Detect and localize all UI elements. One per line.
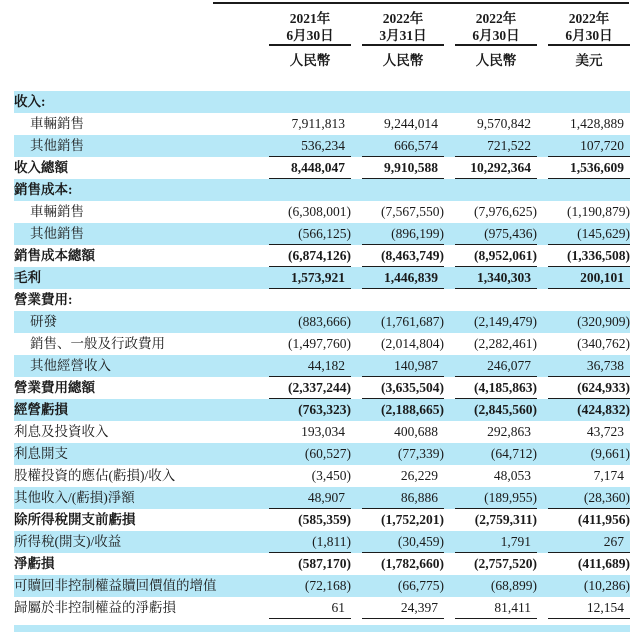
cell-value: (763,323) [298,402,351,417]
value-cell [258,179,351,201]
row-label: 車輛銷售 [30,116,84,131]
column-date: 6月30日 [269,27,351,46]
cell-value: (340,762) [577,336,630,351]
value-cell [351,399,444,421]
cell-value: (566,125) [298,225,351,241]
value-cell [351,553,444,575]
cell-value: (1,190,879) [567,204,630,219]
column-year: 2022年 [568,11,610,26]
cell-value: (1,782,660) [381,556,444,571]
cell-value: 193,034 [301,424,345,439]
value-cell [444,465,537,487]
value-cell [258,113,351,135]
value-cell [351,355,444,377]
cell-value: 107,720 [580,137,624,153]
value-cell [258,135,351,157]
cell-value: (77,339) [397,446,444,461]
value-cell [444,311,537,333]
table-row [14,179,630,201]
cell-value: (3,635,504) [381,379,444,395]
value-cell [444,487,537,509]
cell-value: 86,886 [400,489,438,505]
row-label: 歸屬於非控制權益的淨虧損 [14,600,176,615]
cell-value: (424,832) [577,402,630,417]
cell-value: (2,188,665) [381,402,444,417]
value-cell [444,443,537,465]
table-row [14,267,630,289]
value-cell [351,245,444,267]
table-row [14,421,630,443]
cell-value: 44,182 [307,357,345,373]
value-cell [258,597,351,619]
row-label: 毛利 [14,270,41,285]
cell-value: 43,723 [586,424,624,439]
cell-value: (1,497,760) [288,336,351,351]
value-cell [537,355,630,377]
cell-value: (66,775) [397,578,444,593]
cell-value: (2,014,804) [381,336,444,351]
value-cell [537,443,630,465]
cell-value: (10,286) [583,578,630,593]
cell-value: (1,811) [312,533,351,549]
value-cell [258,333,351,355]
value-cell [444,113,537,135]
column-year: 2022年 [382,11,424,26]
value-cell [351,597,444,619]
value-cell [258,421,351,443]
value-cell [444,289,537,311]
value-cell [444,575,537,597]
cell-value: (975,436) [484,225,537,241]
value-cell [258,355,351,377]
value-cell [258,157,351,179]
value-cell [351,575,444,597]
cell-value: (6,308,001) [288,204,351,219]
value-cell [537,509,630,531]
row-label: 經營虧損 [14,402,68,417]
value-cell [444,179,537,201]
cell-value: (8,952,061) [474,247,537,263]
header-label-spacer [14,8,258,70]
cell-value: 292,863 [487,424,531,439]
value-cell [537,113,630,135]
table-row [14,509,630,531]
value-cell [444,509,537,531]
cell-value: 7,911,813 [291,116,345,131]
table-row [14,311,630,333]
table-row [14,531,630,553]
value-cell [258,311,351,333]
value-cell [258,245,351,267]
value-cell [351,377,444,399]
cell-value: 246,077 [487,357,531,373]
value-cell [537,179,630,201]
value-cell [537,135,630,157]
value-cell [444,333,537,355]
cell-value: 140,987 [394,357,438,373]
value-cell [444,597,537,619]
value-cell [351,179,444,201]
value-cell [351,443,444,465]
value-cell [444,399,537,421]
cell-value: 9,244,014 [384,116,438,131]
row-label: 其他收入/(虧損)淨額 [14,490,135,505]
cell-value: 7,174 [593,468,624,483]
value-cell [258,487,351,509]
cell-value: 8,448,047 [291,159,345,175]
value-cell [537,333,630,355]
table-row [14,377,630,399]
cell-value: (585,359) [298,512,351,527]
cell-value: 666,574 [394,137,438,153]
value-cell [258,223,351,245]
value-cell [444,223,537,245]
cell-value: 48,907 [307,489,345,505]
value-cell [444,531,537,553]
cell-value: 1,791 [500,533,531,549]
cell-value: 61 [331,599,345,615]
value-cell [351,487,444,509]
value-cell [537,575,630,597]
column-date: 6月30日 [548,27,630,46]
cell-value: 1,446,839 [384,269,438,285]
cell-value: (2,337,244) [288,379,351,395]
cell-value: (1,761,687) [381,314,444,329]
cell-value: (30,459) [397,533,444,549]
table-header [14,8,630,70]
cell-value: (4,185,863) [474,379,537,395]
value-cell [258,399,351,421]
row-label: 收入總額 [14,160,68,175]
row-label: 可贖回非控制權益贖回價值的增值 [14,578,217,593]
table-row [14,157,630,179]
column-year: 2021年 [289,11,331,26]
cell-value: 1,536,609 [570,159,624,175]
table-row [14,135,630,157]
value-cell [351,509,444,531]
cell-value: (2,759,311) [474,512,537,527]
column-header-4 [537,8,630,70]
value-cell [444,267,537,289]
value-cell [351,113,444,135]
value-cell [537,399,630,421]
row-label: 營業費用總額 [14,380,95,395]
table-row [14,223,630,245]
cell-value: 9,910,588 [384,159,438,175]
cell-value: (587,170) [298,556,351,571]
column-year: 2022年 [475,11,517,26]
row-label: 收入: [14,94,46,109]
value-cell [258,553,351,575]
row-label: 銷售成本總額 [14,248,95,263]
value-cell [537,201,630,223]
cell-value: 400,688 [394,424,438,439]
value-cell [258,509,351,531]
value-cell [258,443,351,465]
value-cell [351,311,444,333]
value-cell [444,157,537,179]
cell-value: 26,229 [400,468,438,483]
value-cell [537,421,630,443]
cell-value: 12,154 [586,599,624,615]
cell-value: (883,666) [298,314,351,329]
cell-value: (189,955) [484,489,537,505]
next-row-partial [14,625,630,632]
column-date: 3月31日 [362,27,444,46]
value-cell [258,289,351,311]
cell-value: (9,661) [590,446,630,461]
value-cell [537,553,630,575]
value-cell [351,465,444,487]
table-row [14,355,630,377]
cell-value: 200,101 [580,269,624,285]
table-row [14,443,630,465]
row-label: 其他銷售 [30,226,84,241]
value-cell [351,91,444,113]
table-row [14,333,630,355]
table-row [14,289,630,311]
value-cell [444,201,537,223]
cell-value: 10,292,364 [470,159,531,175]
cell-value: (2,149,479) [474,314,537,329]
row-label: 所得稅(開支)/收益 [14,534,122,549]
row-label: 利息開支 [14,446,68,461]
value-cell [351,135,444,157]
cell-value: (145,629) [577,225,630,241]
table-row [14,113,630,135]
cell-value: (68,899) [490,578,537,593]
row-label: 銷售、一般及行政費用 [30,336,165,351]
value-cell [258,531,351,553]
cell-value: (28,360) [583,489,630,505]
column-currency: 美元 [575,53,603,68]
cell-value: (1,336,508) [567,247,630,263]
financial-statement-page [14,0,630,632]
value-cell [537,245,630,267]
cell-value: 1,428,889 [570,116,624,131]
cell-value: (6,874,126) [288,247,351,263]
row-label: 營業費用: [14,292,73,307]
row-label: 股權投資的應佔(虧損)/收入 [14,468,176,483]
table-row [14,201,630,223]
value-cell [537,223,630,245]
value-cell [444,91,537,113]
cell-value: (411,956) [577,512,630,527]
cell-value: 24,397 [400,599,438,615]
row-label: 研發 [30,314,57,329]
row-label: 銷售成本: [14,182,73,197]
value-cell [444,553,537,575]
table-row [14,91,630,113]
cell-value: 48,053 [493,468,531,483]
cell-value: (624,933) [577,379,630,395]
table-top-rule [213,2,629,4]
value-cell [537,289,630,311]
cell-value: 9,570,842 [477,116,531,131]
value-cell [258,201,351,223]
cell-value: 36,738 [586,357,624,373]
cell-value: 721,522 [487,137,531,153]
value-cell [537,377,630,399]
column-header-2 [351,8,444,70]
value-cell [258,377,351,399]
cell-value: 1,340,303 [477,269,531,285]
value-cell [258,91,351,113]
value-cell [351,531,444,553]
value-cell [258,465,351,487]
value-cell [537,597,630,619]
value-cell [258,267,351,289]
row-label: 除所得稅開支前虧損 [14,512,136,527]
cell-value: (896,199) [391,225,444,241]
column-currency: 人民幣 [382,53,424,68]
table-row [14,465,630,487]
row-label: 利息及投資收入 [14,424,109,439]
row-label: 淨虧損 [14,556,55,571]
value-cell [351,201,444,223]
cell-value: 267 [603,533,624,549]
value-cell [537,157,630,179]
table-body [14,91,630,632]
value-cell [351,267,444,289]
cell-value: (411,689) [577,556,630,571]
cell-value: (7,976,625) [474,204,537,219]
cell-value: (3,450) [311,468,351,483]
cell-value: (2,845,560) [474,402,537,417]
value-cell [537,487,630,509]
column-header-3 [444,8,537,70]
row-label: 其他經營收入 [30,358,111,373]
value-cell [537,267,630,289]
value-cell [537,531,630,553]
table-row [14,575,630,597]
value-cell [351,421,444,443]
value-cell [537,91,630,113]
column-date: 6月30日 [455,27,537,46]
column-currency: 人民幣 [475,53,517,68]
cell-value: (320,909) [577,314,630,329]
table-row [14,597,630,619]
cell-value: 536,234 [301,137,345,153]
cell-value: (64,712) [490,446,537,461]
table-row [14,487,630,509]
value-cell [444,355,537,377]
table-row [14,399,630,421]
value-cell [444,421,537,443]
cell-value: (60,527) [304,446,351,461]
value-cell [444,245,537,267]
cell-value: (1,752,201) [381,512,444,527]
cell-value: (8,463,749) [381,247,444,263]
cell-value: 1,573,921 [291,269,345,285]
cell-value: (2,282,461) [474,336,537,351]
cell-value: (72,168) [304,578,351,593]
value-cell [444,135,537,157]
column-currency: 人民幣 [289,53,331,68]
row-label: 其他銷售 [30,138,84,153]
cell-value: (7,567,550) [381,204,444,219]
row-label: 車輛銷售 [30,204,84,219]
cell-value: (2,757,520) [474,556,537,571]
cell-value: 81,411 [494,599,531,615]
value-cell [537,311,630,333]
column-header-1 [258,8,351,70]
value-cell [258,575,351,597]
value-cell [444,377,537,399]
value-cell [351,223,444,245]
table-row [14,553,630,575]
table-row [14,245,630,267]
value-cell [537,465,630,487]
value-cell [351,333,444,355]
value-cell [351,157,444,179]
value-cell [351,289,444,311]
